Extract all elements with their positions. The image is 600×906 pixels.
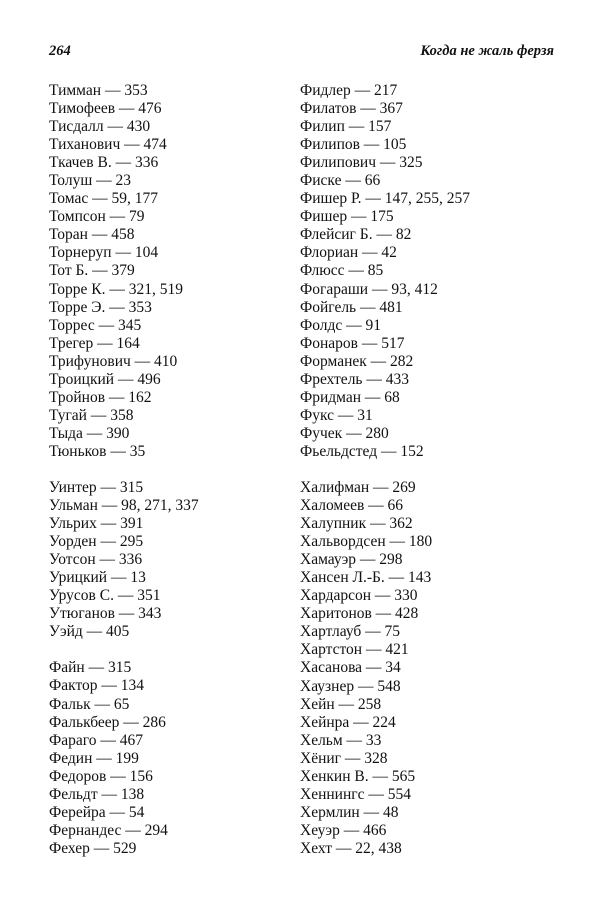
index-entry: Фридман — 68 <box>300 388 400 406</box>
index-letter-group <box>49 479 299 641</box>
index-entry: Уотсон — 336 <box>49 551 143 569</box>
index-entry: Фрехтель — 433 <box>300 370 409 388</box>
index-entry: Форманек — 282 <box>300 352 414 370</box>
index-entry: Томас — 59, 177 <box>49 190 158 208</box>
index-entry: Урицкий — 13 <box>49 569 146 587</box>
index-entry: Халупник — 362 <box>300 515 413 533</box>
index-entry: Тройнов — 162 <box>49 388 152 406</box>
index-entry: Хамауэр — 298 <box>300 551 403 569</box>
index-entry: Томпсон — 79 <box>49 208 145 226</box>
index-entry: Федин — 199 <box>49 749 139 767</box>
index-entry: Фучек — 280 <box>300 424 389 442</box>
index-column-left <box>49 82 299 858</box>
index-entry: Хансен Л.-Б. — 143 <box>300 569 432 587</box>
index-entry: Тюньков — 35 <box>49 442 146 460</box>
index-entry: Фолдс — 91 <box>300 316 382 334</box>
index-entry: Хасанова — 34 <box>300 659 401 677</box>
index-entry: Флюсс — 85 <box>300 262 384 280</box>
index-letter-group <box>49 659 299 858</box>
index-entry: Хехт — 22, 438 <box>300 839 402 857</box>
index-entry: Фиске — 66 <box>300 172 381 190</box>
index-entry: Фехер — 529 <box>49 839 137 857</box>
index-entry: Хейнра — 224 <box>300 713 396 731</box>
index-entry: Торнеруп — 104 <box>49 244 159 262</box>
index-entry: Тисдалл — 430 <box>49 118 151 136</box>
index-entry: Тимофеев — 476 <box>49 100 162 118</box>
index-entry: Фернандес — 294 <box>49 821 168 839</box>
page-number: 264 <box>49 42 71 59</box>
index-letter-group <box>300 479 550 858</box>
index-entry: Хельм — 33 <box>300 731 382 749</box>
index-entry: Халомеев — 66 <box>300 497 404 515</box>
index-entry: Халифман — 269 <box>300 478 416 496</box>
index-entry: Трифунович — 410 <box>49 352 178 370</box>
index-entry: Уэйд — 405 <box>49 623 130 641</box>
index-entry: Хенкин В. — 565 <box>300 767 416 785</box>
index-entry: Фонаров — 517 <box>300 334 405 352</box>
index-entry: Фьельдстед — 152 <box>300 442 424 460</box>
index-entry: Флориан — 42 <box>300 244 397 262</box>
index-entry: Филипов — 105 <box>300 136 407 154</box>
index-entry: Флейсиг Б. — 82 <box>300 226 412 244</box>
index-entry: Файн — 315 <box>49 659 132 677</box>
index-entry: Уорден — 295 <box>49 533 144 551</box>
index-entry: Харитонов — 428 <box>300 605 419 623</box>
index-entry: Федоров — 156 <box>49 767 153 785</box>
index-entry: Фишер Р. — 147, 255, 257 <box>300 190 471 208</box>
index-entry: Хеуэр — 466 <box>300 821 387 839</box>
index-entry: Филипович — 325 <box>300 154 423 172</box>
index-entry: Тот Б. — 379 <box>49 262 135 280</box>
index-entry: Фальк — 65 <box>49 695 130 713</box>
index-entry: Трегер — 164 <box>49 334 140 352</box>
index-entry: Урусов С. — 351 <box>49 587 161 605</box>
index-entry: Фишер — 175 <box>300 208 394 226</box>
index-entry: Торре К. — 321, 519 <box>49 280 184 298</box>
index-entry: Уинтер — 315 <box>49 478 144 496</box>
index-letter-group <box>300 82 550 461</box>
index-entry: Толуш — 23 <box>49 172 132 190</box>
index-entry: Фалькбеер — 286 <box>49 713 166 731</box>
index-entry: Торрес — 345 <box>49 316 142 334</box>
index-entry: Торре Э. — 353 <box>49 298 152 316</box>
index-entry: Хаузнер — 548 <box>300 677 401 695</box>
index-entry: Хейн — 258 <box>300 695 382 713</box>
index-letter-group <box>49 82 299 461</box>
index-entry: Тиханович — 474 <box>49 136 167 154</box>
index-entry: Тугай — 358 <box>49 406 134 424</box>
index-entry: Ульрих — 391 <box>49 515 144 533</box>
index-entry: Фельдт — 138 <box>49 785 145 803</box>
running-title: Когда не жаль ферзя <box>420 42 554 59</box>
index-entry: Ульман — 98, 271, 337 <box>49 497 199 515</box>
index-entry: Торан — 458 <box>49 226 135 244</box>
index-entry: Хальвордсен — 180 <box>300 533 433 551</box>
index-entry: Филатов — 367 <box>300 100 403 118</box>
index-column-right <box>300 82 550 858</box>
index-entry: Троицкий — 496 <box>49 370 161 388</box>
index-entry: Хартлауб — 75 <box>300 623 401 641</box>
index-entry: Фойгель — 481 <box>300 298 403 316</box>
index-entry: Фогараши — 93, 412 <box>300 280 438 298</box>
index-entry: Фидлер — 217 <box>300 82 398 99</box>
index-entry: Хардарсон — 330 <box>300 587 418 605</box>
index-entry: Фукс — 31 <box>300 406 373 424</box>
index-entry: Филип — 157 <box>300 118 392 136</box>
index-entry: Тимман — 353 <box>49 82 148 99</box>
index-entry: Утюганов — 343 <box>49 605 162 623</box>
index-entry: Ферейра — 54 <box>49 803 145 821</box>
index-entry: Ткачев В. — 336 <box>49 154 159 172</box>
index-entry: Хёниг — 328 <box>300 749 388 767</box>
page-header <box>49 40 554 62</box>
index-entry: Фактор — 134 <box>49 677 145 695</box>
index-entry: Хеннингс — 554 <box>300 785 411 803</box>
index-entry: Хартстон — 421 <box>300 641 409 659</box>
index-entry: Тыда — 390 <box>49 424 130 442</box>
index-entry: Фараго — 467 <box>49 731 143 749</box>
index-entry: Хермлин — 48 <box>300 803 399 821</box>
